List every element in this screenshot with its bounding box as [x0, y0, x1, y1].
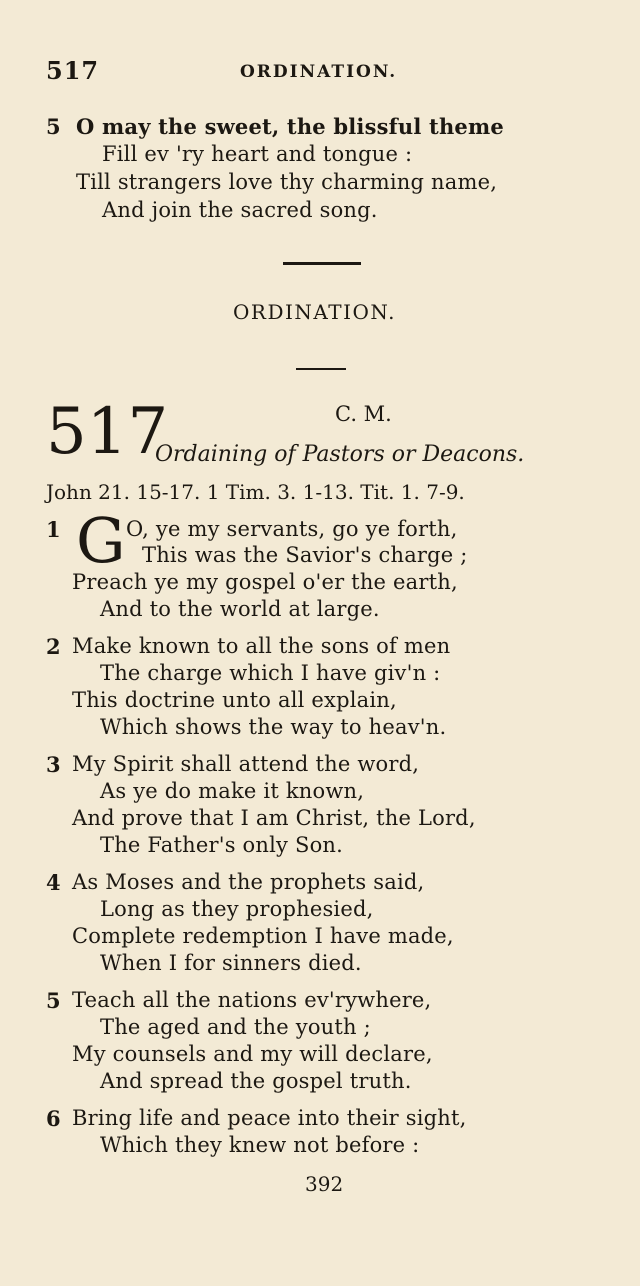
verse-number-1: 1 — [46, 517, 61, 542]
verse-3-line-3: And prove that I am Christ, the Lord, — [72, 806, 476, 830]
verse-5-line-2: The aged and the youth ; — [100, 1015, 371, 1039]
page-number: 392 — [305, 1172, 344, 1196]
drop-cap: G — [76, 504, 126, 577]
hymn-meter: C. M. — [335, 402, 392, 426]
verse-2-line-1: Make known to all the sons of men — [72, 634, 451, 658]
section-title: ORDINATION. — [233, 300, 396, 324]
verse-number-5: 5 — [46, 988, 61, 1013]
scripture-references: John 21. 15-17. 1 Tim. 3. 1-13. Tit. 1. 7-9. — [46, 480, 465, 504]
hymn-title: Ordaining of Pastors or Deacons. — [155, 442, 525, 467]
verse-number-2: 2 — [46, 634, 61, 659]
hymn-number: 517 — [46, 395, 169, 469]
verse-4-line-3: Complete redemption I have made, — [72, 924, 454, 948]
prev-verse-number: 5 — [46, 114, 61, 139]
verse-4-line-2: Long as they prophesied, — [100, 897, 374, 921]
verse-1-line-1: O, ye my servants, go ye forth, — [126, 517, 458, 541]
verse-4-line-1: As Moses and the prophets said, — [72, 870, 425, 894]
prev-verse-line-2: Fill ev 'ry heart and tongue : — [102, 142, 413, 166]
divider-rule — [283, 262, 361, 265]
running-head-title: ORDINATION. — [240, 62, 398, 82]
verse-number-4: 4 — [46, 870, 61, 895]
divider-rule-small — [296, 368, 346, 370]
verse-2-line-3: This doctrine unto all explain, — [72, 688, 397, 712]
verse-1-line-4: And to the world at large. — [100, 597, 380, 621]
verse-number-3: 3 — [46, 752, 61, 777]
verse-number-6: 6 — [46, 1106, 61, 1131]
verse-5-line-4: And spread the gospel truth. — [100, 1069, 412, 1093]
verse-2-line-2: The charge which I have giv'n : — [100, 661, 441, 685]
verse-3-line-4: The Father's only Son. — [100, 833, 344, 857]
prev-verse-line-3: Till strangers love thy charming name, — [76, 170, 498, 194]
verse-3-line-2: As ye do make it known, — [100, 779, 365, 803]
verse-4-line-4: When I for sinners died. — [100, 951, 362, 975]
verse-6-line-2: Which they knew not before : — [100, 1133, 420, 1157]
verse-2-line-4: Which shows the way to heav'n. — [100, 715, 447, 739]
verse-5-line-1: Teach all the nations ev'rywhere, — [72, 988, 432, 1012]
verse-5-line-3: My counsels and my will declare, — [72, 1042, 433, 1066]
verse-6-line-1: Bring life and peace into their sight, — [72, 1106, 467, 1130]
running-head-hymn-number: 517 — [46, 56, 100, 85]
prev-verse-line-4: And join the sacred song. — [102, 198, 378, 222]
prev-verse-line-1: O may the sweet, the blissful theme — [76, 114, 504, 139]
verse-3-line-1: My Spirit shall attend the word, — [72, 752, 420, 776]
verse-1-line-2: This was the Savior's charge ; — [142, 543, 468, 567]
verse-1-line-3: Preach ye my gospel o'er the earth, — [72, 570, 458, 594]
